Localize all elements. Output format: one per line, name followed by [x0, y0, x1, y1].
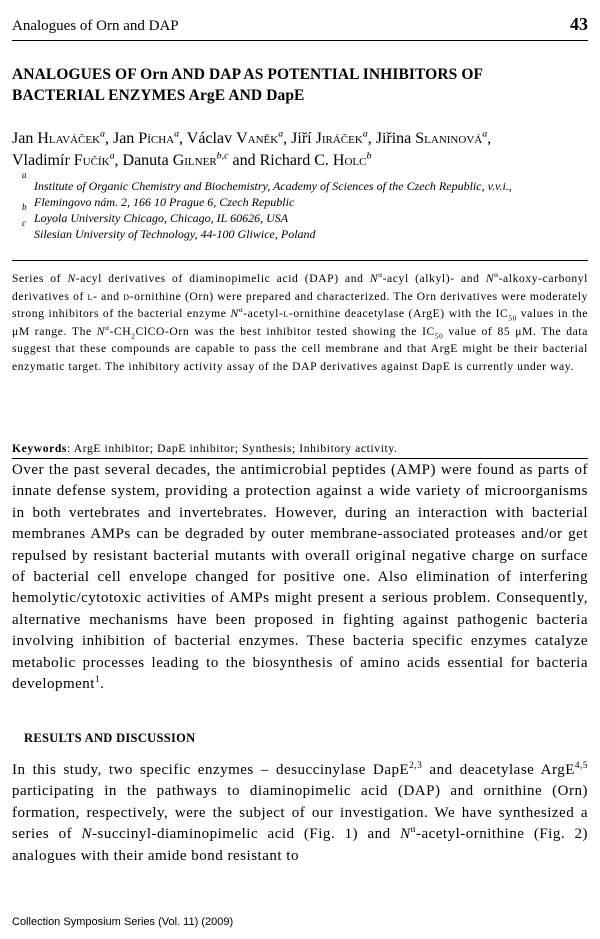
results-text: -acetyl-ornithine (Fig. 2) analogues with their amide bond resistant to: [12, 826, 588, 864]
results-n: N: [81, 826, 92, 843]
affiliation-c-text: Silesian University of Technology, 44-100 Gliwice, Poland: [34, 227, 316, 241]
results-ref: 2,3: [409, 761, 423, 771]
author-affiliation-mark: a: [174, 128, 180, 140]
abstract-text: -ornithine (Orn) were prepared and characterized. The Orn derivatives were moderately strong inhibitors of the bacterial enzyme: [12, 289, 588, 321]
affiliation-a-line2: Flemingovo nám. 2, 166 10 Prague 6, Czech Republic: [34, 195, 295, 209]
author: [260, 152, 372, 169]
author: [12, 130, 105, 147]
author-last-name: Vaněk: [236, 130, 279, 147]
author: [376, 130, 487, 147]
author-first-name: Václav: [186, 130, 237, 147]
abstract-text: ClCO-Orn was the best inhibitor tested showing the IC: [135, 324, 435, 338]
results-text: and deacetylase ArgE: [422, 762, 575, 778]
author-last-name: Hlaváček: [37, 130, 101, 147]
abstract-d: d: [123, 289, 130, 303]
author-first-name: Jiřina: [375, 130, 416, 147]
abstract-ic50-sub: 50: [508, 314, 517, 323]
affiliation-b-text: Loyola University Chicago, Chicago, IL 60626, USA: [34, 211, 289, 225]
title-line-2: BACTERIAL ENZYMES ArgE AND DapE: [12, 87, 305, 104]
author-first-name: Jiří: [291, 130, 316, 147]
running-header: [12, 14, 588, 41]
author-last-name: Jiráček: [315, 130, 363, 147]
author-last-name: Pícha: [138, 130, 175, 147]
abstract-text: values in the μM range. The: [12, 307, 589, 338]
affiliation-a: a Institute of Organic Chemistry and Biochemistry, Academy of Sciences of the Czech Republic, v.v.i.,: [22, 170, 512, 193]
keywords-text: : ArgE inhibitor; DapE inhibitor; Synthesis; Inhibitory activity.: [67, 442, 398, 455]
intro-end: .: [100, 676, 105, 693]
author: [113, 130, 179, 147]
abstract-text: -acetyl-: [243, 307, 284, 321]
abstract-ch2-sub: 2: [131, 332, 136, 341]
author-affiliation-mark: b,c: [216, 150, 229, 162]
abstract-ic50-sub: 50: [434, 332, 444, 341]
abstract-text: -CH: [109, 324, 132, 338]
abstract-l: l: [283, 307, 289, 321]
abstract-alpha: α: [238, 306, 244, 315]
paper-title: [12, 64, 580, 106]
results-n: N: [400, 826, 411, 843]
affiliation-a-line1: Institute of Organic Chemistry and Biochemistry, Academy of Sciences of the Czech Republic, v.v.i.,: [34, 179, 512, 193]
results-text: participating in the pathways to diaminopimelic acid (DAP) and ornithine (Orn) formation, respectively, were the subject of our investigation. We have synthesized a series of: [12, 783, 588, 843]
abstract-n: N: [369, 272, 379, 285]
affiliation-c: c Silesian University of Technology, 44-100 Gliwice, Poland: [22, 218, 316, 241]
abstract-l: l: [87, 289, 94, 303]
author-affiliation-mark: a: [362, 128, 368, 140]
abstract-text: -acyl derivatives of diaminopimelic acid (DAP) and: [75, 272, 370, 285]
author-affiliation-mark: a: [278, 128, 284, 140]
results-text: In this study, two specific enzymes – desuccinylase DapE: [12, 762, 410, 778]
abstract-text: value of 85 μM. The data suggest that these compounds are capable to pass the cell membrane and that ArgE might be their bacterial enzymatic target. The inhibitory activity assay of the DAP derivatives against DapE is currently under way.: [12, 324, 588, 373]
title-line-1: ANALOGUES OF Orn AND DAP AS POTENTIAL INHIBITORS OF: [12, 66, 484, 83]
abstract: [12, 270, 588, 376]
author-last-name: Gilner: [172, 152, 217, 169]
author: [187, 130, 283, 147]
author-first-name: Danuta: [122, 152, 173, 169]
results-alpha: α: [410, 825, 416, 836]
abstract-text: - and: [93, 289, 124, 303]
affiliations: [22, 170, 588, 242]
abstract-alpha: α: [494, 271, 499, 280]
abstract-n: N: [96, 324, 106, 338]
intro-paragraph: [12, 460, 588, 695]
abstract-alpha: α: [105, 323, 110, 332]
author-last-name: Fučík: [73, 152, 110, 169]
author-first-name: Vladimír: [12, 152, 74, 169]
abstract-n: N: [485, 272, 495, 285]
abstract-text: -acyl (alkyl)- and: [382, 272, 486, 285]
abstract-text: -alkoxy-carbonyl derivatives of: [12, 272, 588, 303]
abstract-alpha: α: [378, 271, 383, 280]
abstract-top-rule: [12, 260, 588, 261]
intro-text: Over the past several decades, the antimicrobial peptides (AMP) were found as parts of innate defense system, providing a protection against a wide variety of microorganisms in both vertebrates and invertebrates. However, during an interaction with bacterial membranes AMPs can be degraded by outer membrane-associated proteases and/or get repulsed by resistant bacterial mutants with overall original negative charge on surface of bacterial cell envelope changed for positive one. Also elimination of interfering hemolytic/cytotoxic activities of AMPs might present a serious problem. Consequently, alternative mechanisms have been proposed in fighting against pathogenic bacteria involving inhibition of bacterial enzymes. These bacteria specific enzymes catalyze metabolic processes leading to the biosynthesis of amino acids essential for bacteria development: [12, 462, 588, 693]
abstract-bottom-rule: [12, 458, 588, 459]
abstract-text: -ornithine deacetylase (ArgE) with the IC: [288, 307, 509, 321]
abstract-n: N: [230, 307, 239, 321]
author: [123, 152, 229, 169]
author-first-name: Jan: [12, 130, 38, 147]
keywords-label: Keywords: [12, 442, 68, 455]
abstract-n: N: [67, 272, 76, 285]
abstract-text: Series of: [12, 272, 68, 285]
author: [291, 130, 368, 147]
author-list: Jan Hlaváček$^a$, Jan Pícha$^a$, Václav Vaněk$^a$, Jiří Jiráček$^a$, Jiřina Slaninová$^a$, Vladimír Fučík$^a$, Danuta Gilner$^{b,c}$ and Richard C. Holc$^b$: [12, 128, 492, 169]
results-paragraph: [12, 760, 588, 867]
results-text: -succinyl-diaminopimelic acid (Fig. 1) and: [92, 826, 401, 843]
author-last-name: Holc: [332, 152, 367, 169]
author-affiliation-mark: a: [482, 128, 488, 140]
author-affiliation-mark: b: [366, 150, 372, 162]
footer-citation: Collection Symposium Series (Vol. 11) (2009): [12, 916, 234, 928]
author-last-name: Slaninová: [415, 130, 483, 147]
author: [12, 152, 115, 169]
running-title: Analogues of Orn and DAP: [12, 18, 179, 34]
keywords: [12, 440, 588, 457]
author-affiliation-mark: a: [100, 128, 105, 140]
affiliation-b: b Loyola University Chicago, Chicago, IL 60626, USA: [22, 202, 289, 225]
results-ref: 4,5: [574, 761, 588, 771]
intro-ref: 1: [94, 675, 101, 686]
author-affiliation-mark: a: [109, 150, 115, 162]
author-first-name: Richard C.: [259, 152, 333, 169]
author-first-name: Jan: [112, 130, 139, 147]
section-heading: RESULTS AND DISCUSSION: [24, 731, 196, 745]
page-number: 43: [570, 14, 588, 34]
